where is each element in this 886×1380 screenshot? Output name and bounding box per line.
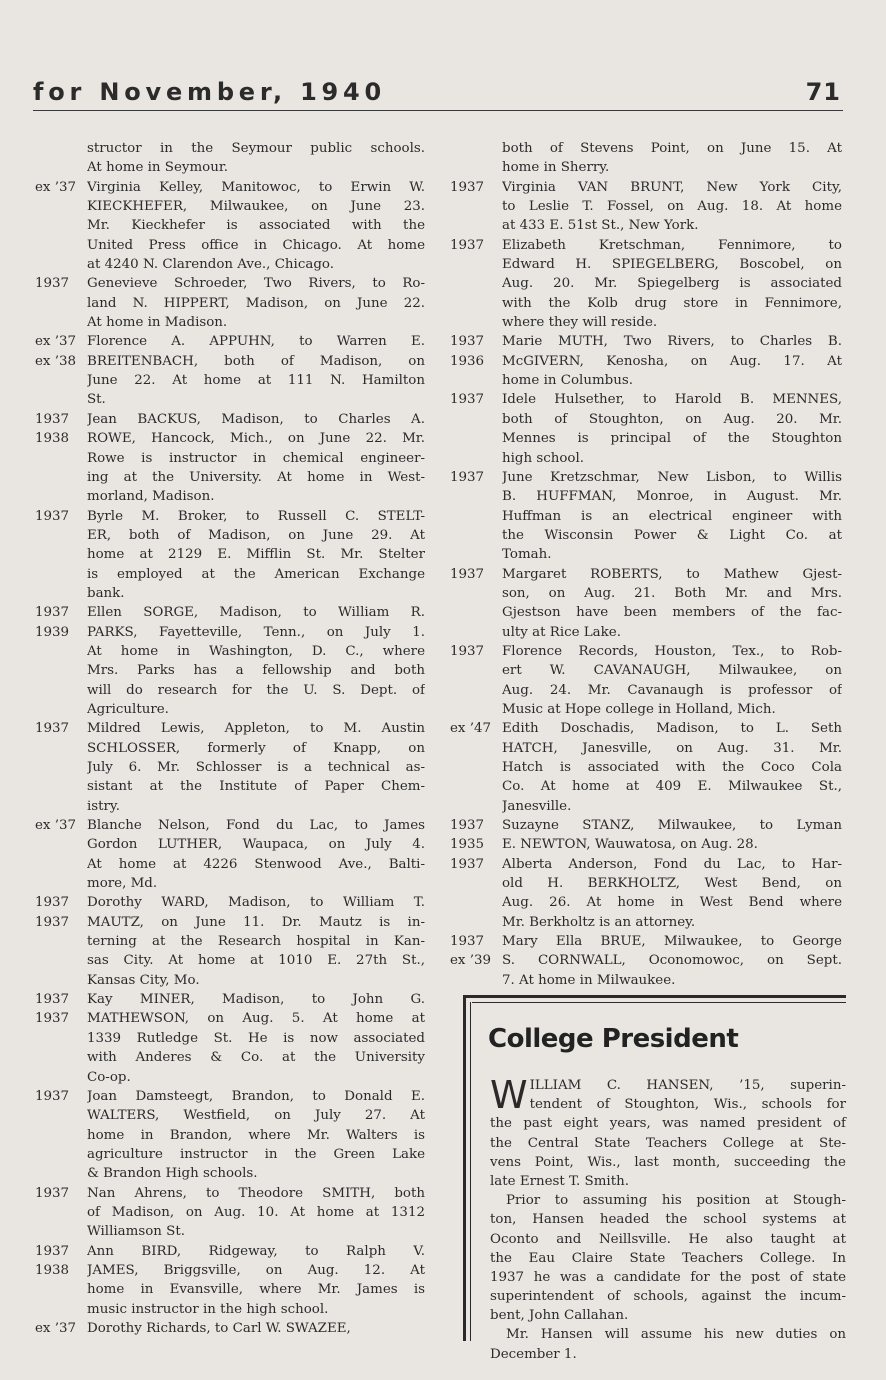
entry-line: Nan Ahrens, to Theodore SMITH, both	[87, 1185, 425, 1201]
entry-line: Mennes is principal of the Stoughton	[502, 431, 842, 447]
box-line: Oconto and Neillsville. He also taught at	[490, 1231, 846, 1247]
wedding-entry	[450, 468, 842, 565]
entry-line: Co-op.	[87, 1069, 131, 1085]
entry-line: Florence Records, Houston, Tex., to Rob-	[502, 643, 842, 659]
wedding-entry	[35, 1184, 425, 1242]
entry-line: Aug. 24. Mr. Cavanaugh is professor of	[502, 682, 842, 698]
class-years	[450, 932, 502, 971]
class-year: 1937	[35, 1243, 70, 1259]
wedding-entry	[35, 410, 425, 507]
entry-line: both of Stevens Point, on June 15. At	[502, 141, 842, 156]
entry-line: sistant at the Institute of Paper Chem-	[87, 779, 425, 795]
class-years	[35, 893, 87, 932]
wedding-entry	[35, 816, 425, 893]
class-year: 1937	[450, 643, 485, 659]
entry-line: Mildred Lewis, Appleton, to M. Austin	[87, 721, 425, 737]
entry-line: home in Evansville, where Mr. James is	[87, 1282, 425, 1298]
entry-line: Virginia Kelley, Manitowoc, to Erwin W.	[87, 179, 425, 195]
class-year: 1937	[35, 605, 70, 621]
entry-line: KIECKHEFER, Milwaukee, on June 23.	[87, 199, 425, 215]
entry-line: with Anderes & Co. at the University	[87, 1050, 425, 1066]
class-years	[450, 178, 502, 197]
class-year	[450, 139, 502, 158]
entry-line: Idele Hulsether, to Harold B. MENNES,	[502, 392, 842, 408]
entry-text	[87, 603, 425, 719]
entry-line: structor in the Seymour public schools.	[87, 141, 425, 156]
entry-line: Margaret ROBERTS, to Mathew Gjest-	[502, 566, 842, 582]
class-year: 1937	[35, 411, 70, 427]
class-years	[35, 1184, 87, 1203]
entry-line: United Press office in Chicago. At home	[87, 237, 425, 253]
class-year: 1937	[450, 392, 485, 408]
entry-line: where they will reside.	[502, 315, 658, 331]
entry-line: music instructor in the high school.	[87, 1301, 329, 1317]
box-line: tendent of Stoughton, Wis., schools for	[529, 1097, 846, 1113]
class-year: 1939	[35, 624, 70, 640]
entry-text	[87, 507, 425, 604]
entry-line: Alberta Anderson, Fond du Lac, to Har-	[502, 856, 842, 872]
entry-line: BREITENBACH, both of Madison, on	[87, 353, 425, 369]
entry-line: PARKS, Fayetteville, Tenn., on July 1.	[87, 624, 425, 640]
class-year: 1937	[450, 566, 485, 582]
wedding-entry	[35, 507, 425, 604]
entry-line: Dorothy WARD, Madison, to William T.	[87, 895, 425, 911]
entry-line: Edith Doschadis, Madison, to L. Seth	[502, 721, 842, 737]
entry-line: 7. At home in Milwaukee.	[502, 972, 676, 988]
entry-line: Janesville.	[502, 798, 572, 814]
class-years	[450, 390, 502, 409]
entry-line: Elizabeth Kretschman, Fennimore, to	[502, 237, 842, 253]
entry-line: Gjestson have been members of the fac-	[502, 605, 842, 621]
entry-line: At home in Seymour.	[87, 160, 229, 176]
class-year: 1937	[35, 914, 70, 930]
entry-line: land N. HIPPERT, Madison, on June 22.	[87, 295, 425, 311]
entry-line: of Madison, on Aug. 10. At home at 1312	[87, 1204, 425, 1220]
entry-line: Tomah.	[502, 547, 552, 563]
entry-line: Joan Damsteegt, Brandon, to Donald E.	[87, 1088, 425, 1104]
entry-line: ert W. CAVANAUGH, Milwaukee, on	[502, 663, 842, 679]
class-year: 1938	[35, 431, 70, 447]
class-year: 1937	[35, 508, 70, 524]
college-president-box	[463, 995, 846, 1362]
class-year: ex ’37	[35, 818, 77, 834]
class-year: 1937	[35, 992, 70, 1008]
entry-text	[87, 178, 425, 275]
class-years	[35, 410, 87, 449]
class-year: 1937	[35, 1088, 70, 1104]
entry-text	[502, 642, 842, 719]
class-years	[35, 507, 87, 526]
entry-line: more, Md.	[87, 876, 158, 892]
wedding-entry	[450, 855, 842, 932]
class-year: 1937	[450, 334, 485, 350]
class-years	[35, 990, 87, 1029]
entry-line: ROWE, Hancock, Mich., on June 22. Mr.	[87, 431, 425, 447]
class-years	[35, 719, 87, 738]
class-year: 1936	[450, 353, 485, 369]
class-year: 1937	[35, 721, 70, 737]
class-years	[450, 855, 502, 874]
class-year: 1937	[450, 856, 485, 872]
box-line: Prior to assuming his position at Stough-	[506, 1193, 846, 1209]
class-years	[35, 139, 87, 158]
entry-line: agriculture instructor in the Green Lake	[87, 1146, 425, 1162]
wedding-entry	[450, 642, 842, 719]
entry-line: old H. BERKHOLTZ, West Bend, on	[502, 876, 842, 892]
entry-line: at 4240 N. Clarendon Ave., Chicago.	[87, 257, 334, 273]
entry-line: At home in Washington, D. C., where	[87, 643, 425, 659]
class-years	[450, 816, 502, 855]
entry-line: Edward H. SPIEGELBERG, Boscobel, on	[502, 257, 842, 273]
entry-line: will do research for the U. S. Dept. of	[87, 682, 425, 698]
entry-line: Suzayne STANZ, Milwaukee, to Lyman	[502, 818, 842, 834]
class-year: ex ’47	[450, 721, 492, 737]
entry-line: & Brandon High schools.	[87, 1166, 258, 1182]
class-year: 1937	[450, 934, 485, 950]
right-column	[450, 139, 842, 990]
class-year: ex ’38	[35, 353, 77, 369]
entry-text	[87, 816, 425, 893]
entry-line: Rowe is instructor in chemical engineer-	[87, 450, 425, 466]
class-years	[450, 719, 502, 738]
entry-line: Mary Ella BRUE, Milwaukee, to George	[502, 934, 842, 950]
entry-line: is employed at the American Exchange	[87, 566, 425, 582]
page-header	[33, 78, 843, 110]
entry-line: Byrle M. Broker, to Russell C. STELT-	[87, 508, 425, 524]
entry-line: JAMES, Briggsville, on Aug. 12. At	[87, 1262, 425, 1278]
class-years	[35, 1242, 87, 1281]
entry-line: June 22. At home at 111 N. Hamilton	[87, 373, 425, 389]
entry-line: Gordon LUTHER, Waupaca, on July 4.	[87, 837, 425, 853]
box-line: the Central State Teachers College at Ste-	[490, 1135, 846, 1151]
entry-line: St.	[87, 392, 106, 408]
wedding-entry	[35, 990, 425, 1087]
entry-line: B. HUFFMAN, Monroe, in August. Mr.	[502, 489, 842, 505]
entry-line: home in Sherry.	[502, 160, 610, 176]
entry-line: Genevieve Schroeder, Two Rivers, to Ro-	[87, 276, 425, 292]
entry-text	[502, 719, 842, 816]
drop-cap: W	[490, 1073, 528, 1117]
entry-line: At home in Madison.	[87, 315, 228, 331]
wedding-entry	[450, 719, 842, 816]
wedding-entry	[450, 932, 842, 990]
entry-line: Aug. 26. At home in West Bend where	[502, 895, 842, 911]
entry-text	[87, 990, 425, 1087]
wedding-entry	[450, 236, 842, 333]
box-line: the past eight years, was named president of	[490, 1116, 846, 1132]
box-heading: College President	[488, 1024, 739, 1054]
box-body	[490, 1073, 846, 1364]
class-year: 1937	[450, 179, 485, 195]
entry-line: home in Columbus.	[502, 373, 633, 389]
entry-line: Agriculture.	[87, 701, 169, 717]
class-year: 1938	[35, 1262, 70, 1278]
wedding-entry	[450, 178, 842, 236]
wedding-entry	[450, 565, 842, 642]
entry-line: home in Brandon, where Mr. Walters is	[87, 1127, 425, 1143]
entry-line: Virginia VAN BRUNT, New York City,	[502, 179, 842, 195]
entry-line: Mr. Berkholtz is an attorney.	[502, 914, 696, 930]
class-years	[450, 642, 502, 661]
box-line: ton, Hansen headed the school systems at	[490, 1212, 846, 1228]
wedding-entry	[35, 1242, 425, 1319]
entry-line: Co. At home at 409 E. Milwaukee St.,	[502, 779, 842, 795]
entry-line: ER, both of Madison, on June 29. At	[87, 527, 425, 543]
box-line: vens Point, Wis., last month, succeeding the	[490, 1154, 846, 1170]
entry-line: 1339 Rutledge St. He is now associated	[87, 1030, 425, 1046]
entry-line: S. CORNWALL, Oconomowoc, on Sept.	[502, 953, 842, 969]
entry-line: at 433 E. 51st St., New York.	[502, 218, 699, 234]
entry-text	[502, 816, 842, 855]
entry-line: ulty at Rice Lake.	[502, 624, 621, 640]
entry-line: Music at Hope college in Holland, Mich.	[502, 701, 776, 717]
box-line: 1937 he was a candidate for the post of state	[490, 1269, 846, 1285]
header-rule	[33, 110, 843, 111]
entry-line: istry.	[87, 798, 120, 814]
class-year: 1937	[450, 237, 485, 253]
entry-text	[502, 390, 842, 467]
box-paragraph	[490, 1191, 846, 1325]
class-year: ex ’37	[35, 179, 77, 195]
entry-text	[502, 332, 842, 390]
entry-text	[87, 139, 425, 178]
entry-text	[502, 565, 842, 642]
class-years	[35, 274, 87, 293]
box-rule-top	[472, 1002, 846, 1003]
class-year	[35, 139, 87, 158]
class-year: 1937	[35, 895, 70, 911]
entry-line: MAUTZ, on June 11. Dr. Mautz is in-	[87, 914, 425, 930]
entry-text	[502, 236, 842, 333]
entry-line: morland, Madison.	[87, 489, 215, 505]
wedding-entry	[35, 603, 425, 719]
entry-line: SCHLOSSER, formerly of Knapp, on	[87, 740, 425, 756]
wedding-entry	[35, 274, 425, 332]
entry-text	[87, 332, 425, 409]
entry-text	[87, 1087, 425, 1184]
entry-line: At home at 4226 Stenwood Ave., Balti-	[87, 856, 425, 872]
box-rule-left	[470, 1002, 471, 1341]
class-years	[450, 332, 502, 371]
class-year: ex ’37	[35, 1320, 77, 1336]
entry-line: with the Kolb drug store in Fennimore,	[502, 295, 842, 311]
entry-text	[502, 178, 842, 236]
entry-line: the Wisconsin Power & Light Co. at	[502, 527, 842, 543]
box-line: December 1.	[490, 1346, 577, 1362]
class-years	[450, 236, 502, 255]
class-year: 1937	[35, 276, 70, 292]
box-line: bent, John Callahan.	[490, 1308, 629, 1324]
entry-line: Blanche Nelson, Fond du Lac, to James	[87, 818, 425, 834]
class-years	[450, 468, 502, 487]
entry-text	[502, 139, 842, 178]
class-years	[450, 565, 502, 584]
entry-text	[87, 410, 425, 507]
box-line: late Ernest T. Smith.	[490, 1173, 629, 1189]
wedding-entry	[35, 893, 425, 990]
entry-line: Mrs. Parks has a fellowship and both	[87, 663, 425, 679]
class-year: 1937	[35, 1185, 70, 1201]
class-years	[35, 603, 87, 642]
class-year: 1937	[35, 1011, 70, 1027]
box-line: the Eau Claire State Teachers College. In	[490, 1250, 846, 1266]
wedding-entry	[35, 332, 425, 409]
wedding-entry	[35, 1087, 425, 1184]
entry-line: Marie MUTH, Two Rivers, to Charles B.	[502, 334, 842, 350]
entry-line: Aug. 20. Mr. Spiegelberg is associated	[502, 276, 842, 292]
wedding-entry	[450, 332, 842, 390]
box-line: ILLIAM C. HANSEN, ’15, superin-	[529, 1078, 846, 1093]
entry-line: Williamson St.	[87, 1224, 185, 1240]
class-years	[450, 139, 502, 158]
entry-line: MATHEWSON, on Aug. 5. At home at	[87, 1011, 425, 1027]
entry-line: terning at the Research hospital in Kan-	[87, 934, 425, 950]
entry-text	[87, 1242, 425, 1319]
class-year: 1935	[450, 837, 485, 853]
issue-title: for November, 1940	[33, 78, 387, 106]
entry-text	[87, 1184, 425, 1242]
wedding-entry	[450, 816, 842, 855]
box-line: superintendent of schools, against the incum-	[490, 1289, 846, 1305]
class-years	[35, 816, 87, 835]
entry-line: Huffman is an electrical engineer with	[502, 508, 842, 524]
entry-line: Ann BIRD, Ridgeway, to Ralph V.	[87, 1243, 425, 1259]
entry-line: ing at the University. At home in West-	[87, 469, 425, 485]
wedding-entry	[450, 390, 842, 467]
entry-text	[502, 932, 842, 990]
entry-line: June Kretzschmar, New Lisbon, to Willis	[502, 469, 842, 485]
entry-line: July 6. Mr. Schlosser is a technical as-	[87, 760, 425, 775]
left-column	[35, 139, 425, 1338]
entry-text	[87, 893, 425, 990]
entry-text	[87, 719, 425, 816]
entry-line: sas City. At home at 1010 E. 27th St.,	[87, 953, 425, 969]
entry-line: home at 2129 E. Mifflin St. Mr. Stelter	[87, 547, 425, 563]
box-line: Mr. Hansen will assume his new duties on	[506, 1327, 846, 1343]
box-paragraph	[490, 1325, 846, 1363]
entry-line: Ellen SORGE, Madison, to William R.	[87, 605, 425, 621]
entry-line: Kansas City, Mo.	[87, 972, 200, 988]
class-year: ex ’39	[450, 953, 492, 969]
page-number: 71	[805, 78, 841, 106]
class-years	[35, 178, 87, 197]
entry-line: E. NEWTON, Wauwatosa, on Aug. 28.	[502, 837, 758, 853]
entry-text	[87, 1319, 425, 1338]
class-years	[35, 332, 87, 371]
entry-line: son, on Aug. 21. Both Mr. and Mrs.	[502, 585, 842, 601]
entry-line: Florence A. APPUHN, to Warren E.	[87, 334, 425, 350]
entry-line: Jean BACKUS, Madison, to Charles A.	[87, 411, 425, 427]
wedding-entry	[450, 139, 842, 178]
class-years	[35, 1319, 87, 1338]
entry-line: HATCH, Janesville, on Aug. 31. Mr.	[502, 740, 842, 756]
entry-text	[502, 855, 842, 932]
class-years	[35, 1087, 87, 1106]
entry-line: WALTERS, Westfield, on July 27. At	[87, 1108, 425, 1124]
wedding-entry	[35, 1319, 425, 1338]
entry-line: Hatch is associated with the Coco Cola	[502, 760, 842, 775]
entry-line: Mr. Kieckhefer is associated with the	[87, 218, 425, 234]
wedding-entry	[35, 139, 425, 178]
entry-line: McGIVERN, Kenosha, on Aug. 17. At	[502, 353, 842, 369]
class-year: 1937	[450, 818, 485, 834]
entry-line: bank.	[87, 585, 125, 601]
entry-line: to Leslie T. Fossel, on Aug. 18. At home	[502, 199, 842, 215]
entry-text	[87, 274, 425, 332]
entry-text	[502, 468, 842, 565]
wedding-entry	[35, 719, 425, 816]
entry-line: Dorothy Richards, to Carl W. SWAZEE,	[87, 1320, 351, 1336]
entry-line: both of Stoughton, on Aug. 20. Mr.	[502, 411, 842, 427]
entry-line: Kay MINER, Madison, to John G.	[87, 992, 425, 1008]
wedding-entry	[35, 178, 425, 275]
class-year: ex ’37	[35, 334, 77, 350]
class-year: 1937	[450, 469, 485, 485]
box-paragraph	[490, 1073, 846, 1191]
entry-line: high school.	[502, 450, 585, 466]
